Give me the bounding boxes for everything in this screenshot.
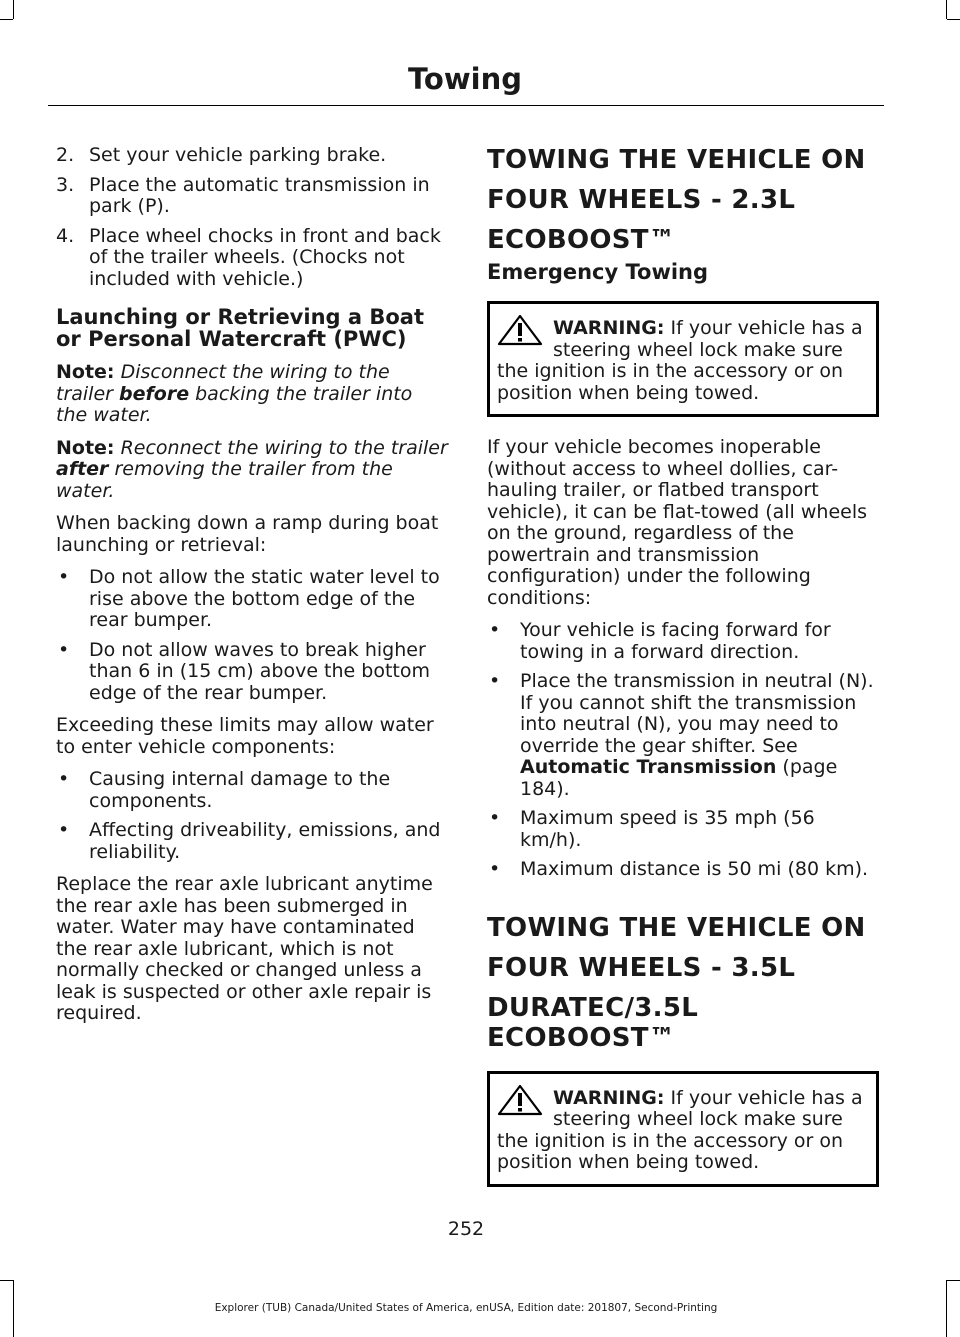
section-heading-line: TOWING THE VEHICLE ON <box>487 912 866 943</box>
towing-conditions <box>487 620 879 881</box>
note-text-pre: Reconnect the wiring to the trailer <box>114 436 448 459</box>
crop-mark-bottom-right-vertical <box>946 1280 947 1337</box>
step-number: 3. <box>56 173 75 196</box>
list-item: • Affecting driveability, emissions, and reliability. <box>56 820 448 863</box>
step-text: Place wheel chocks in front and back of the trailer wheels. (Chocks not included with vehicle.) <box>89 224 441 290</box>
section-heading-line: ECOBOOST™ <box>487 225 676 255</box>
note-text-post: removing the trailer from the water. <box>56 458 393 502</box>
warning-text: If your vehicle has a steering wheel lock make sure the ignition is in the accessory or on position when being towed. <box>497 317 863 404</box>
warning-text: If your vehicle has a steering wheel lock make sure the ignition is in the accessory or on position when being towed. <box>497 1086 863 1173</box>
note-label: Note: <box>56 361 115 383</box>
automatic-transmission-link[interactable]: Automatic Transmission <box>520 756 777 778</box>
warning-label: WARNING: <box>553 1086 665 1109</box>
step-text: Place the automatic transmission in park (P). <box>89 173 430 217</box>
section-heading-line: TOWING THE VEHICLE ON <box>487 145 866 175</box>
right-column <box>487 145 879 1207</box>
list-item: • Your vehicle is facing forward for towing in a forward direction. <box>487 620 879 663</box>
note-text-pre: Disconnect the wiring to the trailer <box>56 361 390 405</box>
crop-mark-top-right-horizontal <box>947 19 960 20</box>
launch-heading: Launching or Retrieving a Boat or Personal Watercraft (PWC) <box>56 305 424 351</box>
step-number: 4. <box>56 224 75 247</box>
emergency-towing-heading: Emergency Towing <box>487 260 709 284</box>
exceed-intro: Exceeding these limits may allow water to enter vehicle components: <box>56 714 434 758</box>
header-rule <box>48 105 884 106</box>
procedure-steps <box>56 145 448 290</box>
section-heading-3-5l <box>487 913 879 1053</box>
inoperable-paragraph: If your vehicle becomes inoperable (without access to wheel dollies, car-hauling trailer, or flatbed transport vehicle), it can be flat-towed (all wheels on the ground, regardless of the powertrain and transmission configuration) under the following conditions: <box>487 436 867 609</box>
section-heading-line: FOUR WHEELS - 2.3L <box>487 185 796 215</box>
section-heading-2-3l <box>487 145 879 255</box>
crop-mark-top-left-vertical <box>13 0 14 19</box>
list-item: • Do not allow the static water level to rise above the bottom edge of the rear bumper. <box>56 567 448 632</box>
warning-triangle-icon <box>497 1084 543 1116</box>
section-heading-line: FOUR WHEELS - 3.5L <box>487 952 796 983</box>
crop-mark-top-right-vertical <box>946 0 947 19</box>
list-item: • Do not allow waves to break higher than 6 in (15 cm) above the bottom edge of the rear bumper. <box>56 640 448 705</box>
note-emphasis: before <box>119 382 190 405</box>
page-number: 252 <box>447 1218 485 1240</box>
crop-mark-top-left-horizontal <box>0 19 13 20</box>
note-label: Note: <box>56 436 115 459</box>
crop-mark-bottom-right-horizontal <box>947 1280 960 1281</box>
step-number: 2. <box>56 144 75 166</box>
note-reconnect <box>56 438 448 503</box>
page-reference: (page 184). <box>520 756 838 800</box>
note-text-post: backing the trailer into the water. <box>56 382 413 426</box>
page-header-title: Towing <box>408 62 522 96</box>
note-disconnect <box>56 362 448 427</box>
left-column <box>56 145 448 1036</box>
condition-text: Place the transmission in neutral (N). If you cannot shift the transmission into neutral (N), you may need to override the gear shifter. See <box>520 670 874 757</box>
list-item: • Maximum distance is 50 mi (80 km). <box>487 859 879 881</box>
exceed-bullets <box>56 769 448 863</box>
step-item <box>56 145 448 167</box>
step-item <box>56 226 448 291</box>
footer-edition-info: Explorer (TUB) Canada/United States of America, enUSA, Edition date: 201807, Second-Printing <box>214 1302 718 1314</box>
step-text: Set your vehicle parking brake. <box>89 144 387 166</box>
note-emphasis: after <box>56 458 109 480</box>
ramp-intro: When backing down a ramp during boat launching or retrieval: <box>56 512 439 556</box>
list-item: • Causing internal damage to the components. <box>56 769 448 812</box>
warning-box <box>487 1071 879 1187</box>
crop-mark-bottom-left-horizontal <box>0 1280 13 1281</box>
warning-box <box>487 301 879 417</box>
axle-paragraph: Replace the rear axle lubricant anytime the rear axle has been submerged in water. Water may have contaminated the rear axle lubricant, which is not normally checked or changed unless a leak is suspected or other axle repair is required. <box>56 873 433 1024</box>
warning-triangle-icon <box>497 314 543 346</box>
list-item: • Maximum speed is 35 mph (56 km/h). <box>487 808 879 851</box>
ramp-bullets <box>56 567 448 704</box>
section-heading-line: DURATEC/3.5L ECOBOOST™ <box>487 992 699 1053</box>
step-item <box>56 175 448 218</box>
warning-label: WARNING: <box>553 317 665 339</box>
list-item <box>487 671 879 800</box>
